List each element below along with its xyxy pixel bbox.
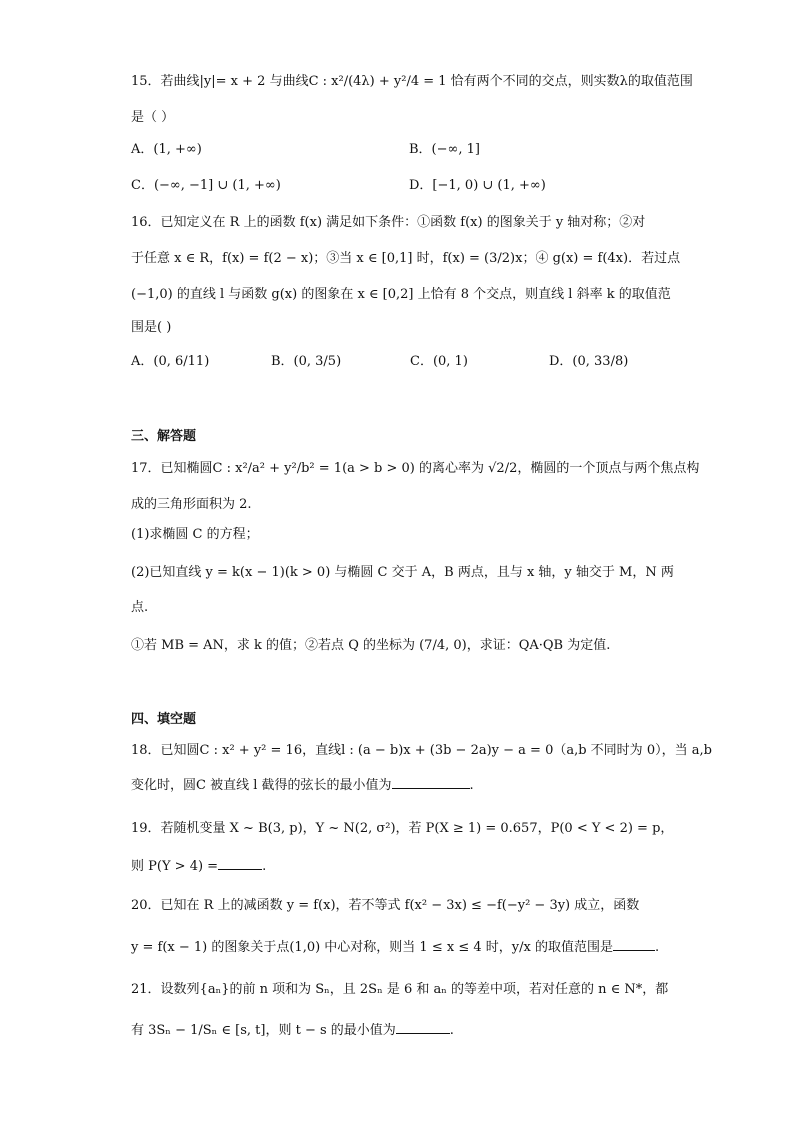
q19-line-2 — [131, 855, 266, 877]
q19-text: 则 P(Y > 4) = — [131, 859, 219, 874]
q16-option-d: D．(0, 33/8) — [549, 354, 629, 369]
q17-line-4: (2)已知直线 y = k(x − 1)(k > 0) 与椭圆 C 交于 A，B 两点，且与 x 轴，y 轴交于 M，N 两 — [131, 565, 674, 580]
q19-line-1: 19．若随机变量 X ~ B(3, p)，Y ~ N(2, σ²)，若 P(X ≥ 1) = 0.657，P(0 < Y < 2) = p， — [131, 821, 674, 836]
section-heading-answers: 三、解答题 — [131, 429, 197, 444]
q21-line-2 — [131, 1019, 454, 1041]
q21-end: . — [449, 1023, 454, 1038]
q19-answer-blank[interactable] — [218, 855, 262, 870]
q16-option-a: A．(0, 6/11) — [131, 354, 210, 369]
q16-line-4: 围是( ) — [131, 320, 172, 335]
q21-answer-blank[interactable] — [396, 1019, 450, 1034]
q16-line-3: (−1,0) 的直线 l 与函数 g(x) 的图象在 x ∈ [0,2] 上恰有 8 个交点，则直线 l 斜率 k 的取值范 — [131, 287, 671, 302]
q15-line-2: 是（ ） — [131, 110, 175, 125]
q18-answer-blank[interactable] — [392, 774, 470, 789]
q20-answer-blank[interactable] — [613, 936, 655, 951]
q18-line-2 — [131, 774, 474, 796]
q16-option-b: B．(0, 3/5) — [271, 354, 342, 369]
q19-end: . — [262, 859, 267, 874]
q15-option-a: A．(1, +∞) — [131, 142, 202, 157]
q17-line-6: ①若 MB = AN，求 k 的值；②若点 Q 的坐标为 (7/4, 0)，求证：QA·QB 为定值. — [131, 638, 611, 653]
q15-option-b: B．(−∞, 1] — [409, 142, 480, 157]
q17-line-1: 17．已知椭圆C : x²/a² + y²/b² = 1(a > b > 0) 的离心率为 √2/2，椭圆的一个顶点与两个焦点构 — [131, 461, 700, 476]
q21-line-1: 21．设数列{aₙ}的前 n 项和为 Sₙ，且 2Sₙ 是 6 和 aₙ 的等差中项，若对任意的 n ∈ N*，都 — [131, 982, 669, 997]
q17-line-2: 成的三角形面积为 2. — [131, 497, 252, 512]
q17-line-3: (1)求椭圆 C 的方程； — [131, 527, 259, 542]
q16-option-c: C．(0, 1) — [410, 354, 468, 369]
q16-line-2: 于任意 x ∈ R，f(x) = f(2 − x)；③当 x ∈ [0,1] 时，f(x) = (3/2)x；④ g(x) = f(4x)．若过点 — [131, 251, 681, 266]
q18-text: 变化时，圆C 被直线 l 截得的弦长的最小值为 — [131, 778, 392, 793]
q21-text: 有 3Sₙ − 1/Sₙ ∈ [s, t]，则 t − s 的最小值为 — [131, 1023, 396, 1038]
q15-option-c: C．(−∞, −1] ∪ (1, +∞) — [131, 178, 281, 193]
q15-line-1: 15．若曲线|y|= x + 2 与曲线C : x²/(4λ) + y²/4 = 1 恰有两个不同的交点，则实数λ的取值范围 — [131, 74, 693, 89]
q20-line-2 — [131, 936, 659, 958]
q20-end: . — [654, 940, 660, 955]
q20-text: y = f(x − 1) 的图象关于点(1,0) 中心对称，则当 1 ≤ x ≤ 4 时，y/x 的取值范围是 — [131, 940, 613, 955]
q20-line-1: 20．已知在 R 上的减函数 y = f(x)，若不等式 f(x² − 3x) ≤ −f(−y² − 3y) 成立，函数 — [131, 898, 640, 913]
q16-line-1: 16．已知定义在 R 上的函数 f(x) 满足如下条件：①函数 f(x) 的图象关于 y 轴对称；②对 — [131, 215, 646, 230]
q18-line-1: 18．已知圆C : x² + y² = 16，直线l : (a − b)x + (3b − 2a)y − a = 0（a,b 不同时为 0），当 a,b — [131, 743, 712, 758]
q15-option-d: D．[−1, 0) ∪ (1, +∞) — [409, 178, 546, 193]
q17-line-5: 点. — [131, 600, 149, 615]
section-heading-fill-blank: 四、填空题 — [131, 712, 197, 727]
q18-end: . — [469, 778, 474, 793]
